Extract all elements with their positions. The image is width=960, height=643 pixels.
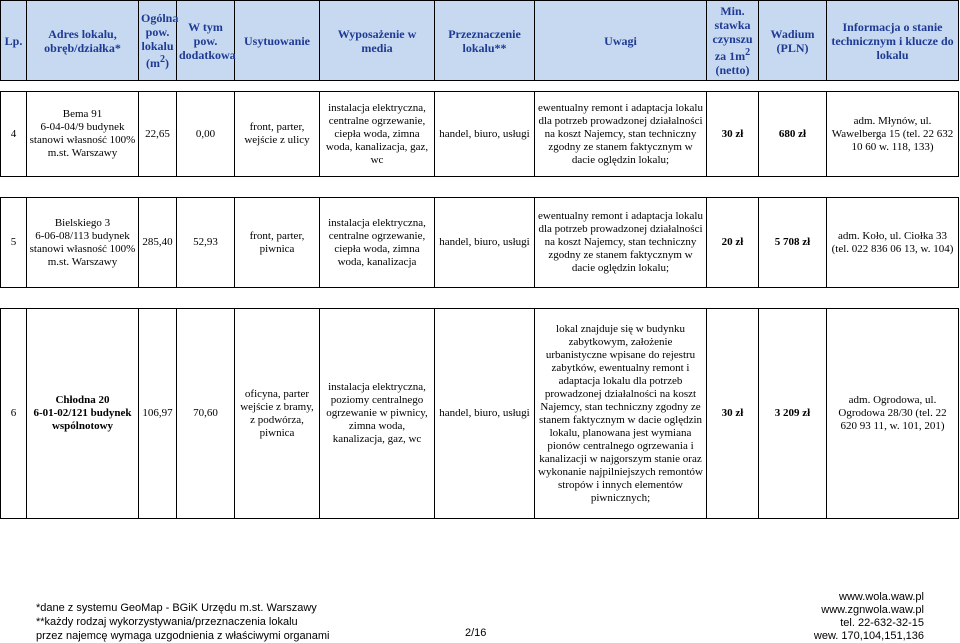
header-usytuowanie: Usytuowanie bbox=[235, 1, 320, 81]
table-row bbox=[1, 198, 959, 288]
spacer-row bbox=[1, 288, 959, 309]
cell-ogolna: 106,97 bbox=[139, 309, 177, 519]
table-row bbox=[1, 92, 959, 177]
phone-number: tel. 22-632-32-15 bbox=[840, 617, 924, 629]
header-w-tym-pow: W tym pow. dodatkowa bbox=[177, 1, 235, 81]
header-informacja: Informacja o stanie technicznym i klucze do lokalu bbox=[827, 1, 959, 81]
cell-stawka: 30 zł bbox=[707, 92, 759, 177]
footer-notes bbox=[36, 601, 329, 643]
cell-wadium: 680 zł bbox=[759, 92, 827, 177]
header-min-stawka: Min. stawka czynszu za $1m^2$ (netto) bbox=[707, 1, 759, 81]
footnote-uzgodnienie: przez najemcę wymaga uzgodnienia z właściwymi organami bbox=[36, 630, 330, 642]
cell-stawka: 30 zł bbox=[707, 309, 759, 519]
cell-uwagi: ewentualny remont i adaptacja lokalu dla potrzeb prowadzonej działalności na koszt Najemcy, stan techniczny zgodny ze stanem faktycznym w dacie oględzin lokalu; bbox=[535, 198, 707, 288]
cell-informacja: adm. Ogrodowa, ul. Ogrodowa 28/30 (tel. 22 620 93 11, w. 101, 201) bbox=[827, 309, 959, 519]
footer-contact bbox=[814, 591, 924, 643]
header-uwagi: Uwagi bbox=[535, 1, 707, 81]
header-row bbox=[1, 1, 959, 81]
header-adres: Adres lokalu, obręb/działka* bbox=[27, 1, 139, 81]
cell-przeznaczenie: handel, biuro, usługi bbox=[435, 92, 535, 177]
cell-usytuowanie: front, parter, wejście z ulicy bbox=[235, 92, 320, 177]
cell-adres: Chłodna 20 6-01-02/121 budynek wspólnotowy bbox=[27, 309, 139, 519]
header-przeznaczenie: Przeznaczenie lokalu** bbox=[435, 1, 535, 81]
cell-adres: Bema 91 6-04-04/9 budynek stanowi własność 100% m.st. Warszawy bbox=[27, 92, 139, 177]
website-link-wola[interactable]: www.wola.waw.pl bbox=[839, 591, 924, 603]
header-wyposazenie: Wyposażenie w media bbox=[320, 1, 435, 81]
cell-informacja: adm. Młynów, ul. Wawelberga 15 (tel. 22 632 10 60 w. 118, 133) bbox=[827, 92, 959, 177]
cell-stawka: 20 zł bbox=[707, 198, 759, 288]
cell-przeznaczenie: handel, biuro, usługi bbox=[435, 198, 535, 288]
cell-przeznaczenie: handel, biuro, usługi bbox=[435, 309, 535, 519]
table-row bbox=[1, 309, 959, 519]
cell-wadium: 3 209 zł bbox=[759, 309, 827, 519]
header-ogolna-pow: Ogólna pow. lokalu $(m^2)$ bbox=[139, 1, 177, 81]
cell-wyposazenie: instalacja elektryczna, poziomy centralnego ogrzewanie w piwnicy, zimna woda, kanalizacja, gaz, wc bbox=[320, 309, 435, 519]
spacer-row bbox=[1, 81, 959, 92]
cell-uwagi: ewentualny remont i adaptacja lokalu dla potrzeb prowadzonej działalności na koszt Najemcy, stan techniczny zgodny ze stanem faktycznym w dacie oględzin lokalu; bbox=[535, 92, 707, 177]
header-lp: Lp. bbox=[1, 1, 27, 81]
cell-usytuowanie: oficyna, parter wejście z bramy, z podwórza, piwnica bbox=[235, 309, 320, 519]
header-wadium: Wadium (PLN) bbox=[759, 1, 827, 81]
cell-wadium: 5 708 zł bbox=[759, 198, 827, 288]
cell-wyposazenie: instalacja elektryczna, centralne ogrzewanie, ciepła woda, zimna woda, kanalizacja, gaz, wc bbox=[320, 92, 435, 177]
page-number: 2/16 bbox=[465, 627, 487, 639]
phone-extensions: wew. 170,104,151,136 bbox=[813, 630, 924, 642]
cell-lp: 5 bbox=[1, 198, 27, 288]
website-link-zgnwola[interactable]: www.zgnwola.waw.pl bbox=[821, 604, 924, 616]
cell-wtym: 52,93 bbox=[177, 198, 235, 288]
cell-ogolna: 285,40 bbox=[139, 198, 177, 288]
cell-usytuowanie: front, parter, piwnica bbox=[235, 198, 320, 288]
cell-informacja: adm. Koło, ul. Ciołka 33 (tel. 022 836 06 13, w. 104) bbox=[827, 198, 959, 288]
spacer-row bbox=[1, 177, 959, 198]
cell-wtym: 70,60 bbox=[177, 309, 235, 519]
cell-wyposazenie: instalacja elektryczna, centralne ogrzewanie, ciepła woda, zimna woda, kanalizacja bbox=[320, 198, 435, 288]
footnote-geomap: *dane z systemu GeoMap - BGiK Urzędu m.st. Warszawy bbox=[36, 602, 317, 614]
footnote-przeznaczenie: **każdy rodzaj wykorzystywania/przeznaczenia lokalu bbox=[36, 616, 298, 628]
cell-ogolna: 22,65 bbox=[139, 92, 177, 177]
cell-adres: Bielskiego 3 6-06-08/113 budynek stanowi własność 100% m.st. Warszawy bbox=[27, 198, 139, 288]
cell-uwagi: lokal znajduje się w budynku zabytkowym, założenie urbanistyczne wpisane do rejestru zabytków, ewentualny remont i adaptacja lokalu dla potrzeb prowadzonej działalności na koszt Najemcy, stan techniczny zgodny ze stanem faktycznym w dacie oględzin lokalu, planowana jest wymiana pionów centralnego ogrzewania i kanalizacji w najgorszym stanie oraz wykonanie najpilniejszych remontów stropów i innych elementów piwnicznych; bbox=[535, 309, 707, 519]
cell-lp: 6 bbox=[1, 309, 27, 519]
cell-wtym: 0,00 bbox=[177, 92, 235, 177]
cell-lp: 4 bbox=[1, 92, 27, 177]
